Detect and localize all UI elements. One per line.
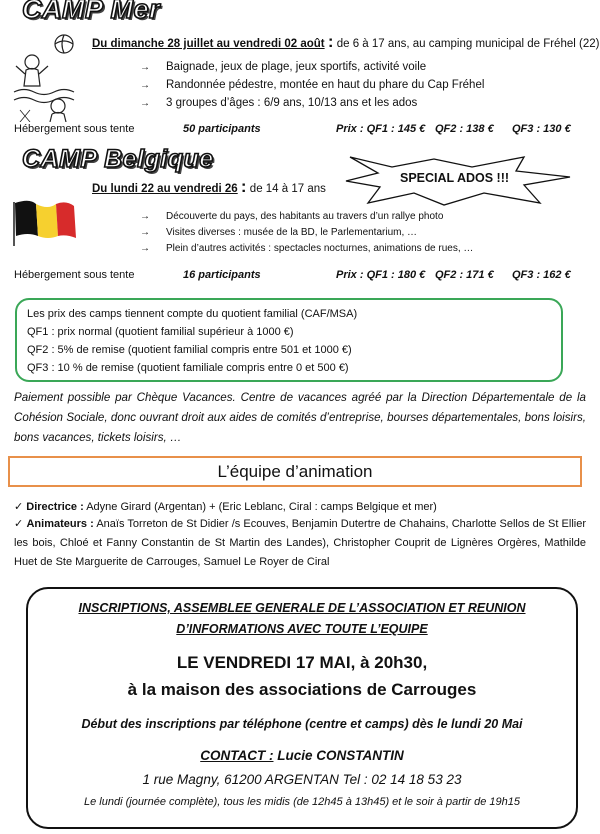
- arrow-icon: →: [140, 211, 150, 222]
- contact-line: [28, 748, 576, 763]
- quotient-intro: Les prix des camps tiennent compte du quotient familial (CAF/MSA): [27, 308, 358, 320]
- animators-text: Anaïs Torreton de St Didier /s Ecouves, Benjamin Dutertre de Chahains, Charlotte Sellos de St Ellier les bois, Chloé et Fanny Constantin de St Martin des Landes), Christopher Couprit de Lignères Orgères, Mathilde Huet de Ste Marguerite de Carrouges, Samuel Le Royer de Ciral: [14, 518, 586, 568]
- camp-belgique-info: [14, 269, 574, 283]
- team-heading: L’équipe d’animation: [217, 462, 373, 481]
- inscriptions-title-1: INSCRIPTIONS, ASSEMBLEE GENERALE DE L’ASSOCIATION ET REUNION: [78, 601, 526, 615]
- arrow-icon: →: [140, 62, 150, 73]
- quotient-qf2: QF2 : 5% de remise (quotient familial compris entre 501 et 1000 €): [27, 344, 352, 356]
- inscriptions-box: [26, 587, 578, 829]
- contact-label: CONTACT :: [200, 748, 274, 763]
- meeting-place: à la maison des associations de Carrouges: [127, 680, 477, 699]
- arrow-icon: →: [140, 98, 150, 109]
- arrow-icon: →: [140, 243, 150, 254]
- camp-belgique-activity-2: → Visites diverses : musée de la BD, le Parlementarium, …: [140, 227, 418, 238]
- special-ados-badge: SPECIAL ADOS !!!: [400, 171, 510, 185]
- inscriptions-title-2: D’INFORMATIONS AVEC TOUTE L’EQUIPE: [176, 622, 428, 636]
- arrow-icon: →: [140, 80, 150, 91]
- quotient-familial-box: [15, 298, 563, 382]
- camp-mer-price-qf2: QF2 : 138 €: [435, 123, 494, 135]
- meeting-date: LE VENDREDI 17 MAI, à 20h30,: [176, 653, 428, 672]
- quotient-qf3: QF3 : 10 % de remise (quotient familiale compris entre 0 et 500 €): [27, 362, 349, 374]
- camp-belgique-participants: 16 participants: [183, 269, 261, 281]
- camp-belgique-colon: :: [240, 177, 247, 196]
- contact-hours: Le lundi (journée complète), tous les midis (de 12h45 à 13h45) et le soir à partir de 19h15: [84, 796, 520, 808]
- quotient-qf1: QF1 : prix normal (quotient familial supérieur à 1000 €): [27, 326, 294, 338]
- director-text: Adyne Girard (Argentan) + (Eric Leblanc, Ciral : camps Belgique et mer): [86, 501, 437, 513]
- payment-paragraph: Paiement possible par Chèque Vacances. Centre de vacances agréé par la Direction Départementale de la Cohésion Sociale, donc ouvrant droit aux aides de comités d’entreprise, bourses départementales, bons loisirs, bons vacances, tickets loisirs, …: [14, 391, 586, 444]
- camp-belgique-dates: [92, 177, 326, 197]
- camp-mer-activity-1: → Baignade, jeux de plage, jeux sportifs, activité voile: [140, 61, 427, 73]
- camp-belgique-price-qf2: QF2 : 171 €: [435, 269, 494, 281]
- camp-mer-price-qf1: Prix : QF1 : 145 €: [336, 123, 426, 135]
- arrow-icon: →: [140, 227, 150, 238]
- camp-mer-title: CAMP Mer: [22, 0, 161, 24]
- camp-mer-price-qf3: QF3 : 130 €: [512, 123, 571, 135]
- camp-mer-lodging: Hébergement sous tente: [14, 123, 135, 135]
- camp-belgique-price-qf3: QF3 : 162 €: [512, 269, 571, 281]
- camp-belgique-price-qf1: Prix : QF1 : 180 €: [336, 269, 426, 281]
- camp-belgique-ages: de 14 à 17 ans: [249, 183, 326, 195]
- camp-mer-activity-2: → Randonnée pédestre, montée en haut du phare du Cap Fréhel: [140, 79, 485, 91]
- contact-address: 1 rue Magny, 61200 ARGENTAN Tel : 02 14 18 53 23: [142, 772, 462, 787]
- camp-mer-colon: :: [327, 32, 334, 51]
- camp-mer-activity-3: → 3 groupes d’âges : 6/9 ans, 10/13 ans et les ados: [140, 97, 418, 109]
- team-animators: [14, 515, 586, 572]
- beach-kids-illustration: [12, 30, 84, 122]
- belgium-flag-illustration: [8, 196, 78, 246]
- camp-mer-info: [14, 123, 574, 137]
- contact-name: Lucie CONSTANTIN: [277, 748, 404, 763]
- camp-belgique-date-range: Du lundi 22 au vendredi 26: [92, 183, 238, 195]
- team-heading-box: [8, 456, 582, 487]
- camp-belgique-lodging: Hébergement sous tente: [14, 269, 135, 281]
- camp-mer-date-range: Du dimanche 28 juillet au vendredi 02 août: [92, 38, 325, 50]
- camp-belgique-activity-1: → Découverte du pays, des habitants au travers d’un rallye photo: [140, 211, 444, 222]
- director-label: Directrice :: [26, 501, 84, 513]
- phone-registration: Début des inscriptions par téléphone (centre et camps) dès le lundi 20 Mai: [81, 717, 523, 731]
- check-icon: ✓: [14, 501, 24, 513]
- camp-belgique-activity-3: → Plein d’autres activités : spectacles nocturnes, animations de rues, …: [140, 243, 474, 254]
- camp-mer-participants: 50 participants: [183, 123, 261, 135]
- animators-label: Animateurs :: [26, 518, 94, 530]
- camp-mer-ages: de 6 à 17 ans, au camping municipal de Fréhel (22): [336, 38, 600, 50]
- check-icon: ✓: [14, 518, 24, 530]
- camp-belgique-title: CAMP Belgique: [22, 145, 214, 173]
- camp-mer-dates: [92, 32, 599, 52]
